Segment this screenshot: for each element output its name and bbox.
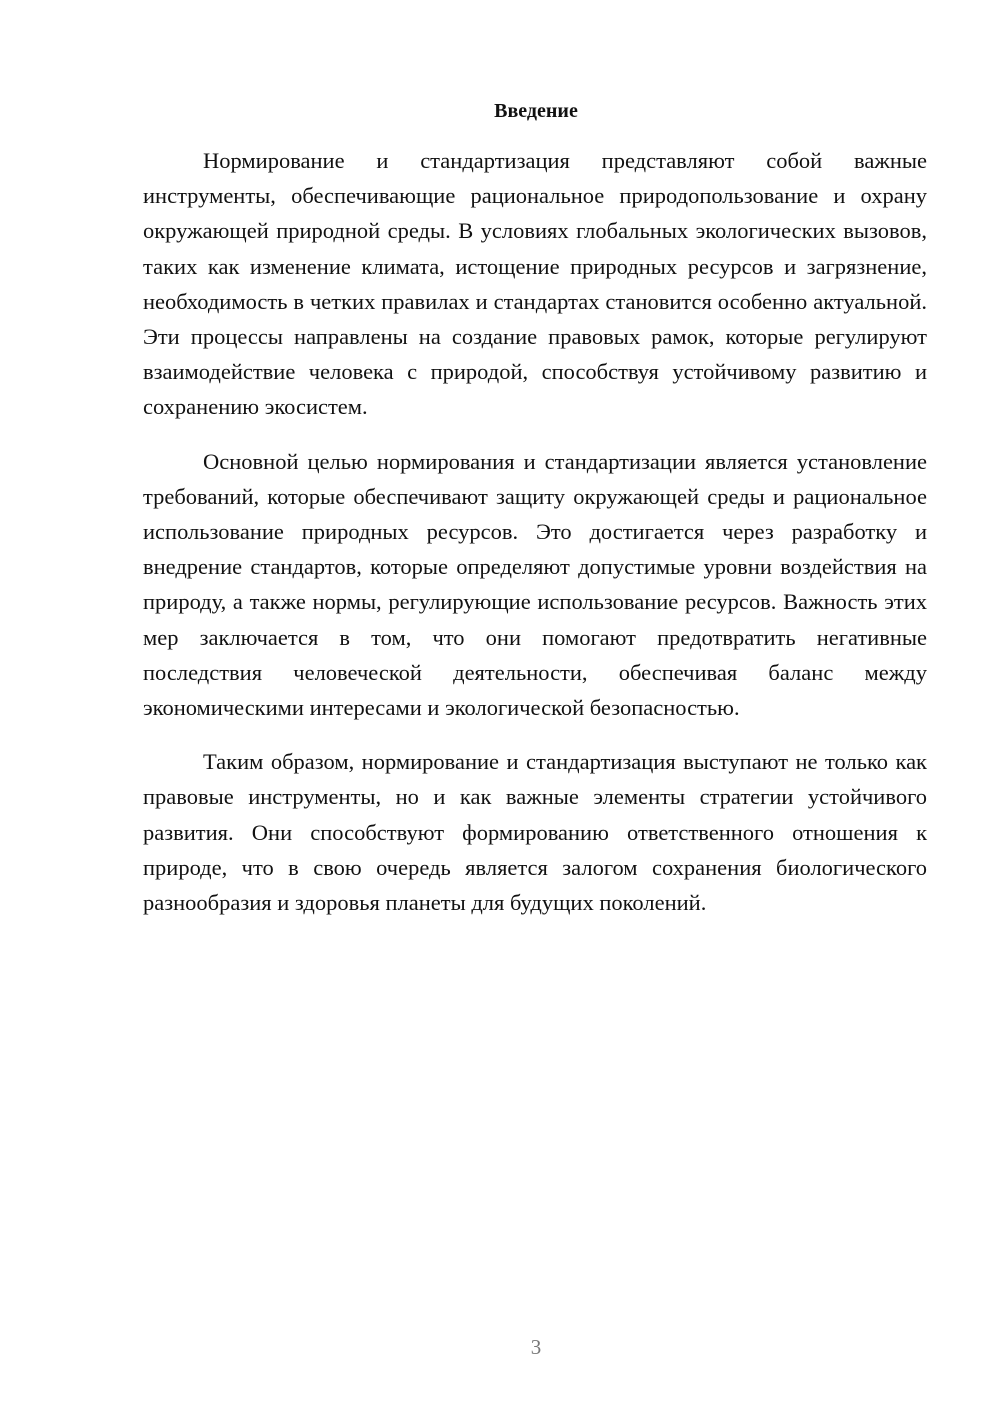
body-text <box>143 143 927 939</box>
section-heading: Введение <box>494 100 578 122</box>
paragraph-2: Основной целью нормирования и стандартизации является установление требований, которые обеспечивают защиту окружающей среды и рациональное использование природных ресурсов. Это достигается через разработку и внедрение стандартов, которые определяют допустимые уровни воздействия на природу, а также нормы, регулирующие использование ресурсов. Важность этих мер заключается в том, что они помогают предотвратить негативные последствия человеческой деятельности, обеспечивая баланс между экономическими интересами и экологической безопасностью. <box>143 448 927 721</box>
paragraph-1: Нормирование и стандартизация представляют собой важные инструменты, обеспечивающие рациональное природопользование и охрану окружающей природной среды. В условиях глобальных экологических вызовов, таких как изменение климата, истощение природных ресурсов и загрязнение, необходимость в четких правилах и стандартах становится особенно актуальной. Эти процессы направлены на создание правовых рамок, которые регулируют взаимодействие человека с природой, способствуя устойчивому развитию и сохранению экосистем. <box>143 148 927 420</box>
page-number: 3 <box>530 1335 542 1359</box>
paragraph-3: Таким образом, нормирование и стандартизация выступают не только как правовые инструменты, но и как важные элементы стратегии устойчивого развития. Они способствуют формированию ответственного отношения к природе, что в свою очередь является залогом сохранения биологического разнообразия и здоровья планеты для будущих поколений. <box>143 749 927 916</box>
